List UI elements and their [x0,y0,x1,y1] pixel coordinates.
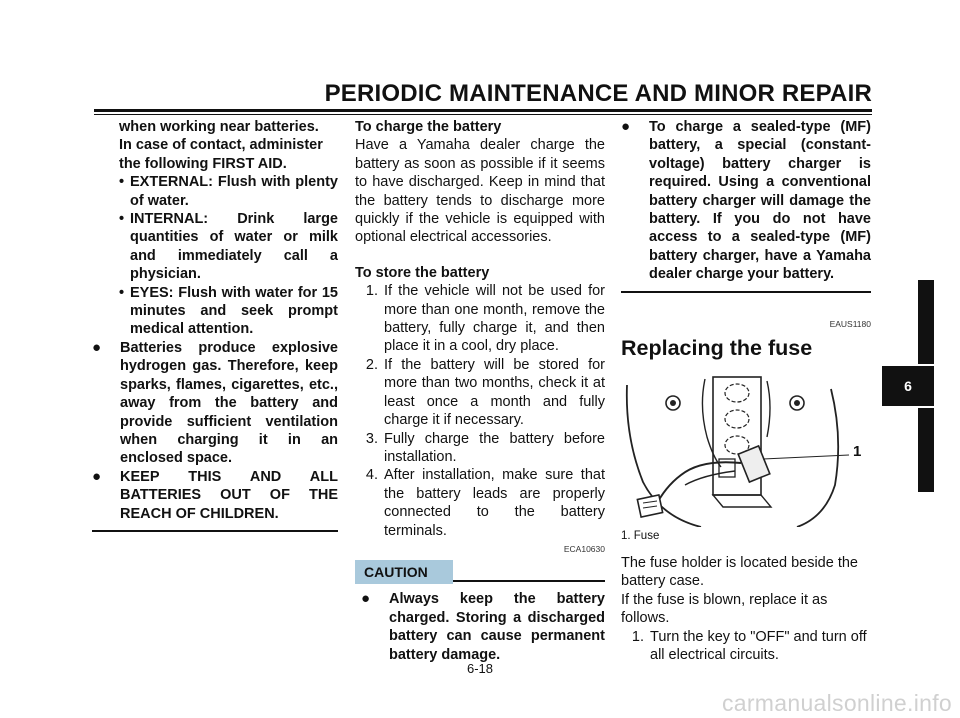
chapter-tab [882,366,934,406]
header-rule-thin [94,114,872,115]
chapter-tab-bar [918,280,934,364]
caution-rule [453,580,605,582]
step-text: After installation, make sure that the battery leads are properly connected to the battery terminals. [384,467,605,539]
bullet-icon: • [119,211,125,228]
filled-circle-bullet-icon: ● [361,590,371,608]
store-heading: To store the battery [355,264,490,281]
warning-explosive-gas: Batteries produce explosive hydrogen gas. Therefore, keep sparks, flames, cigarettes, etc., away from the battery and provide sufficient ventilation when charging it in an enclosed space. [120,339,338,467]
filled-circle-bullet-icon: ● [621,118,631,135]
page-header-title: PERIODIC MAINTENANCE AND MINOR REPAIR [324,80,872,107]
step-text: If the battery will be stored for more than two months, check it at least once a month and fully charge it if necessary. [384,356,605,429]
step-number: 1. [631,628,644,645]
list-item [355,590,605,664]
step-number: 1. [365,283,378,300]
page-number: 6-18 [466,661,494,676]
step-number: 2. [365,356,378,373]
watermark: carmanualsonline.info [721,690,952,716]
column-3 [621,118,871,665]
column-1 [92,118,338,532]
lead-line-3: the following FIRST AID. [119,155,287,172]
fuse-body-2: If the fuse is blown, replace it as follows. [621,591,828,627]
fuse-illustration [621,367,871,527]
list-item [621,118,871,284]
charge-heading: To charge the battery [355,119,502,135]
step-number: 3. [365,430,378,447]
warning-keep-away-children: KEEP THIS AND ALL BATTERIES OUT OF THE REACH OF CHILDREN. [120,468,338,522]
chapter-tab-bar [918,408,934,492]
header-rule [94,109,872,112]
first-aid-eyes: EYES: Flush with water for 15 minutes and seek prompt medical attention. [130,284,338,338]
chapter-tab-number: 6 [904,378,912,394]
filled-circle-bullet-icon: ● [92,467,102,485]
bullet-icon: • [119,284,125,301]
step-text: Fully charge the battery before installation. [384,430,605,465]
list-item [355,356,605,430]
bullet-icon: • [119,174,125,191]
caution-text: Always keep the battery charged. Storing a discharged battery can cause permanent battery damage. [389,591,605,663]
lead-line-1: when working near batteries. [119,119,319,135]
lead-line-2: In case of contact, administer [119,137,323,154]
list-item [355,282,605,356]
first-aid-internal: INTERNAL: Drink large quantities of water or milk and immediately call a physician. [130,211,338,283]
list-item [92,468,338,523]
caution-code: ECA10630 [563,543,605,554]
list-item [355,466,605,540]
caution-badge: CAUTION [355,560,453,584]
charge-text: Have a Yamaha dealer charge the battery as soon as possible if it seems to have discharged. Keep in mind that the battery tends to discharge more quickly if the vehicle is equipped with optional electrical accessories. [355,137,605,246]
figure-callout-number: 1 [853,443,862,461]
list-item [355,430,605,467]
list-item [119,173,338,210]
first-aid-external: EXTERNAL: Flush with plenty of water. [130,174,338,209]
list-item [119,210,338,284]
figure-caption: 1. Fuse [621,530,660,543]
fuse-body-1: The fuse holder is located beside the battery case. [621,555,858,590]
warning-end-rule [92,530,338,532]
caution-header [355,560,605,584]
list-item [119,284,338,339]
column-2 [355,118,605,664]
section-code: EAUS1180 [829,318,871,329]
fuse-location-figure [621,367,871,527]
mf-battery-warning: To charge a sealed-type (MF) battery, a special (constant-voltage) battery charger is required. Using a conventional battery charger will damage the battery. If you do not have access to a sealed-type (MF) battery charger, have a Yamaha dealer charge your battery. [649,119,871,283]
step-text: Turn the key to "OFF" and turn off all electrical circuits. [650,628,867,664]
list-item [621,628,871,665]
step-text: If the vehicle will not be used for more than one month, remove the battery, fully charge it, and then place it in a cool, dry place. [384,283,605,355]
list-item [92,339,338,468]
first-aid-list [92,173,338,339]
section-title: Replacing the fuse [621,336,813,361]
filled-circle-bullet-icon: ● [92,338,102,356]
step-number: 4. [365,467,378,484]
